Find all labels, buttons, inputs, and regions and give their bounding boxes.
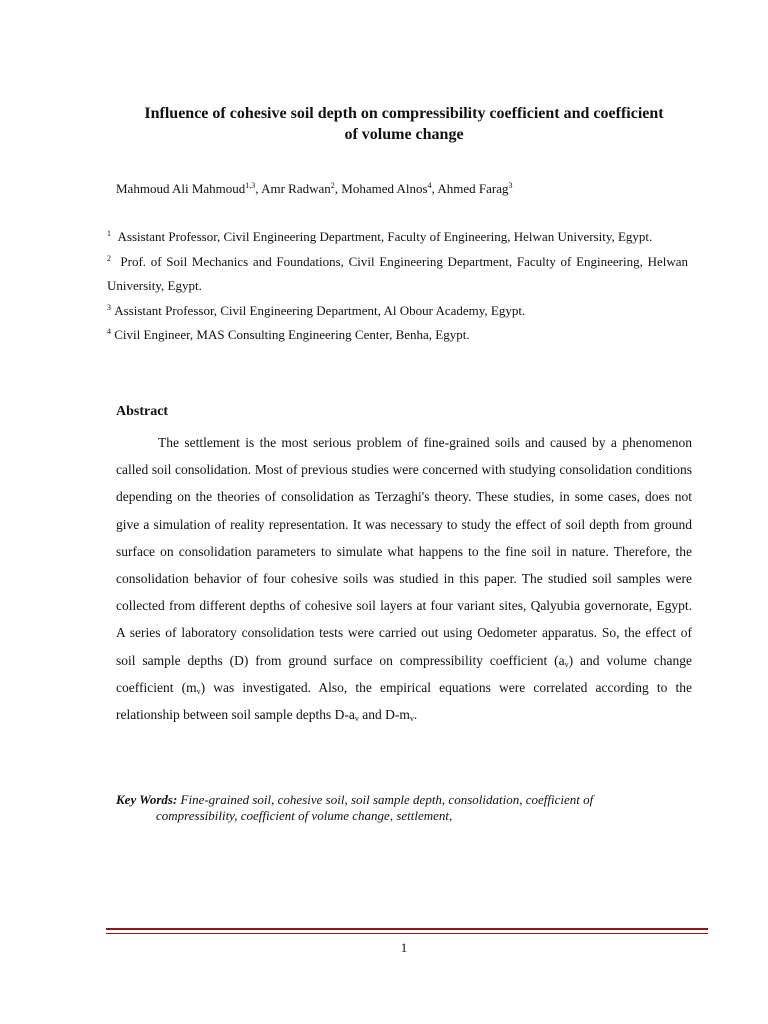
abstract-paragraph xyxy=(116,429,692,728)
affiliation-list xyxy=(107,225,688,348)
abstract-body xyxy=(116,429,692,728)
affiliation-item xyxy=(107,225,688,250)
abstract-text: The settlement is the most serious problem of fine-grained soils and caused by a phenomenon called soil consolidation. Most of previous studies were concerned with studying consolidation conditions depending on the theories of consolidation as Terzaghi's theory. These studies, in some cases, does not give a simulation of reality representation. It was necessary to study the effect of soil depth from ground surface on consolidation parameters to simulate what happens to the fine soil in nature. Therefore, the consolidation behavior of four cohesive soils was studied in this paper. The studied soil samples were collected from different depths of cohesive soil layers at four variant sites, Qalyubia governorate, Egypt. A series of laboratory consolidation tests were carried out using Oedometer apparatus. So, the effect of soil sample depths (D) from ground surface on compressibility coefficient (a xyxy=(116,435,692,668)
affiliation-number: 1 xyxy=(107,229,111,238)
abstract-text: and D-m xyxy=(358,707,410,723)
affiliation-number: 2 xyxy=(107,253,111,263)
affiliation-text: Assistant Professor, Civil Engineering Department, Al Obour Academy, Egypt. xyxy=(114,302,526,318)
keywords xyxy=(116,792,696,824)
author-affiliation-mark: 2 xyxy=(330,181,335,190)
author-affiliation-mark: 1,3 xyxy=(245,181,256,190)
author-list: Mahmoud Ali Mahmoud$^{1,3}$, Amr Radwan$^2$, Mohamed Alnos$^4$, Ahmed Farag$^3$ xyxy=(116,181,513,196)
affiliation-text: Civil Engineer, MAS Consulting Engineering Center, Benha, Egypt. xyxy=(114,327,470,343)
page-number: 1 xyxy=(400,940,408,955)
affiliation-item xyxy=(107,299,688,324)
subscript-v: v xyxy=(564,659,569,669)
author-name: Mohamed Alnos xyxy=(341,181,428,196)
abstract-text: ) was investigated. Also, the empirical equations were correlated according to the relationship between soil sample depths D-a xyxy=(116,679,692,723)
author-affiliation-mark: 4 xyxy=(427,181,432,190)
title-line-2: of volume change xyxy=(344,126,464,143)
abstract-text: ) and volume change coefficient (m xyxy=(116,652,692,695)
keywords-label: Key Words: xyxy=(116,792,178,807)
title-line-1: Influence of cohesive soil depth on compressibility coefficient and coefficient xyxy=(144,105,664,122)
author-name: Mahmoud Ali Mahmoud xyxy=(116,181,246,196)
subscript-v: v xyxy=(409,714,414,724)
abstract-heading: Abstract xyxy=(116,404,169,419)
affiliation-text: Prof. of Soil Mechanics and Foundations, Civil Engineering Department, Faculty of Engineering, Helwan University, Egypt. xyxy=(107,253,688,294)
paper-title xyxy=(100,103,708,145)
footer-rule xyxy=(106,928,708,934)
subscript-v: v xyxy=(354,714,359,724)
author-affiliation-mark: 3 xyxy=(508,181,513,190)
affiliation-item xyxy=(107,250,688,299)
affiliation-number: 3 xyxy=(107,302,111,312)
abstract-text: . xyxy=(413,707,418,723)
affiliation-number: 4 xyxy=(107,327,111,337)
affiliation-item xyxy=(107,323,688,348)
keywords-line-1 xyxy=(116,792,696,808)
keywords-line-2: compressibility, coefficient of volume change, settlement, xyxy=(156,808,453,823)
affiliation-text: Assistant Professor, Civil Engineering Department, Faculty of Engineering, Helwan University, Egypt. xyxy=(117,229,653,244)
subscript-v: v xyxy=(196,686,201,696)
author-name: Ahmed Farag xyxy=(437,181,509,196)
author-name: Amr Radwan xyxy=(261,181,331,196)
keywords-text: Fine-grained soil, cohesive soil, soil sample depth, consolidation, coefficient of xyxy=(180,792,594,807)
